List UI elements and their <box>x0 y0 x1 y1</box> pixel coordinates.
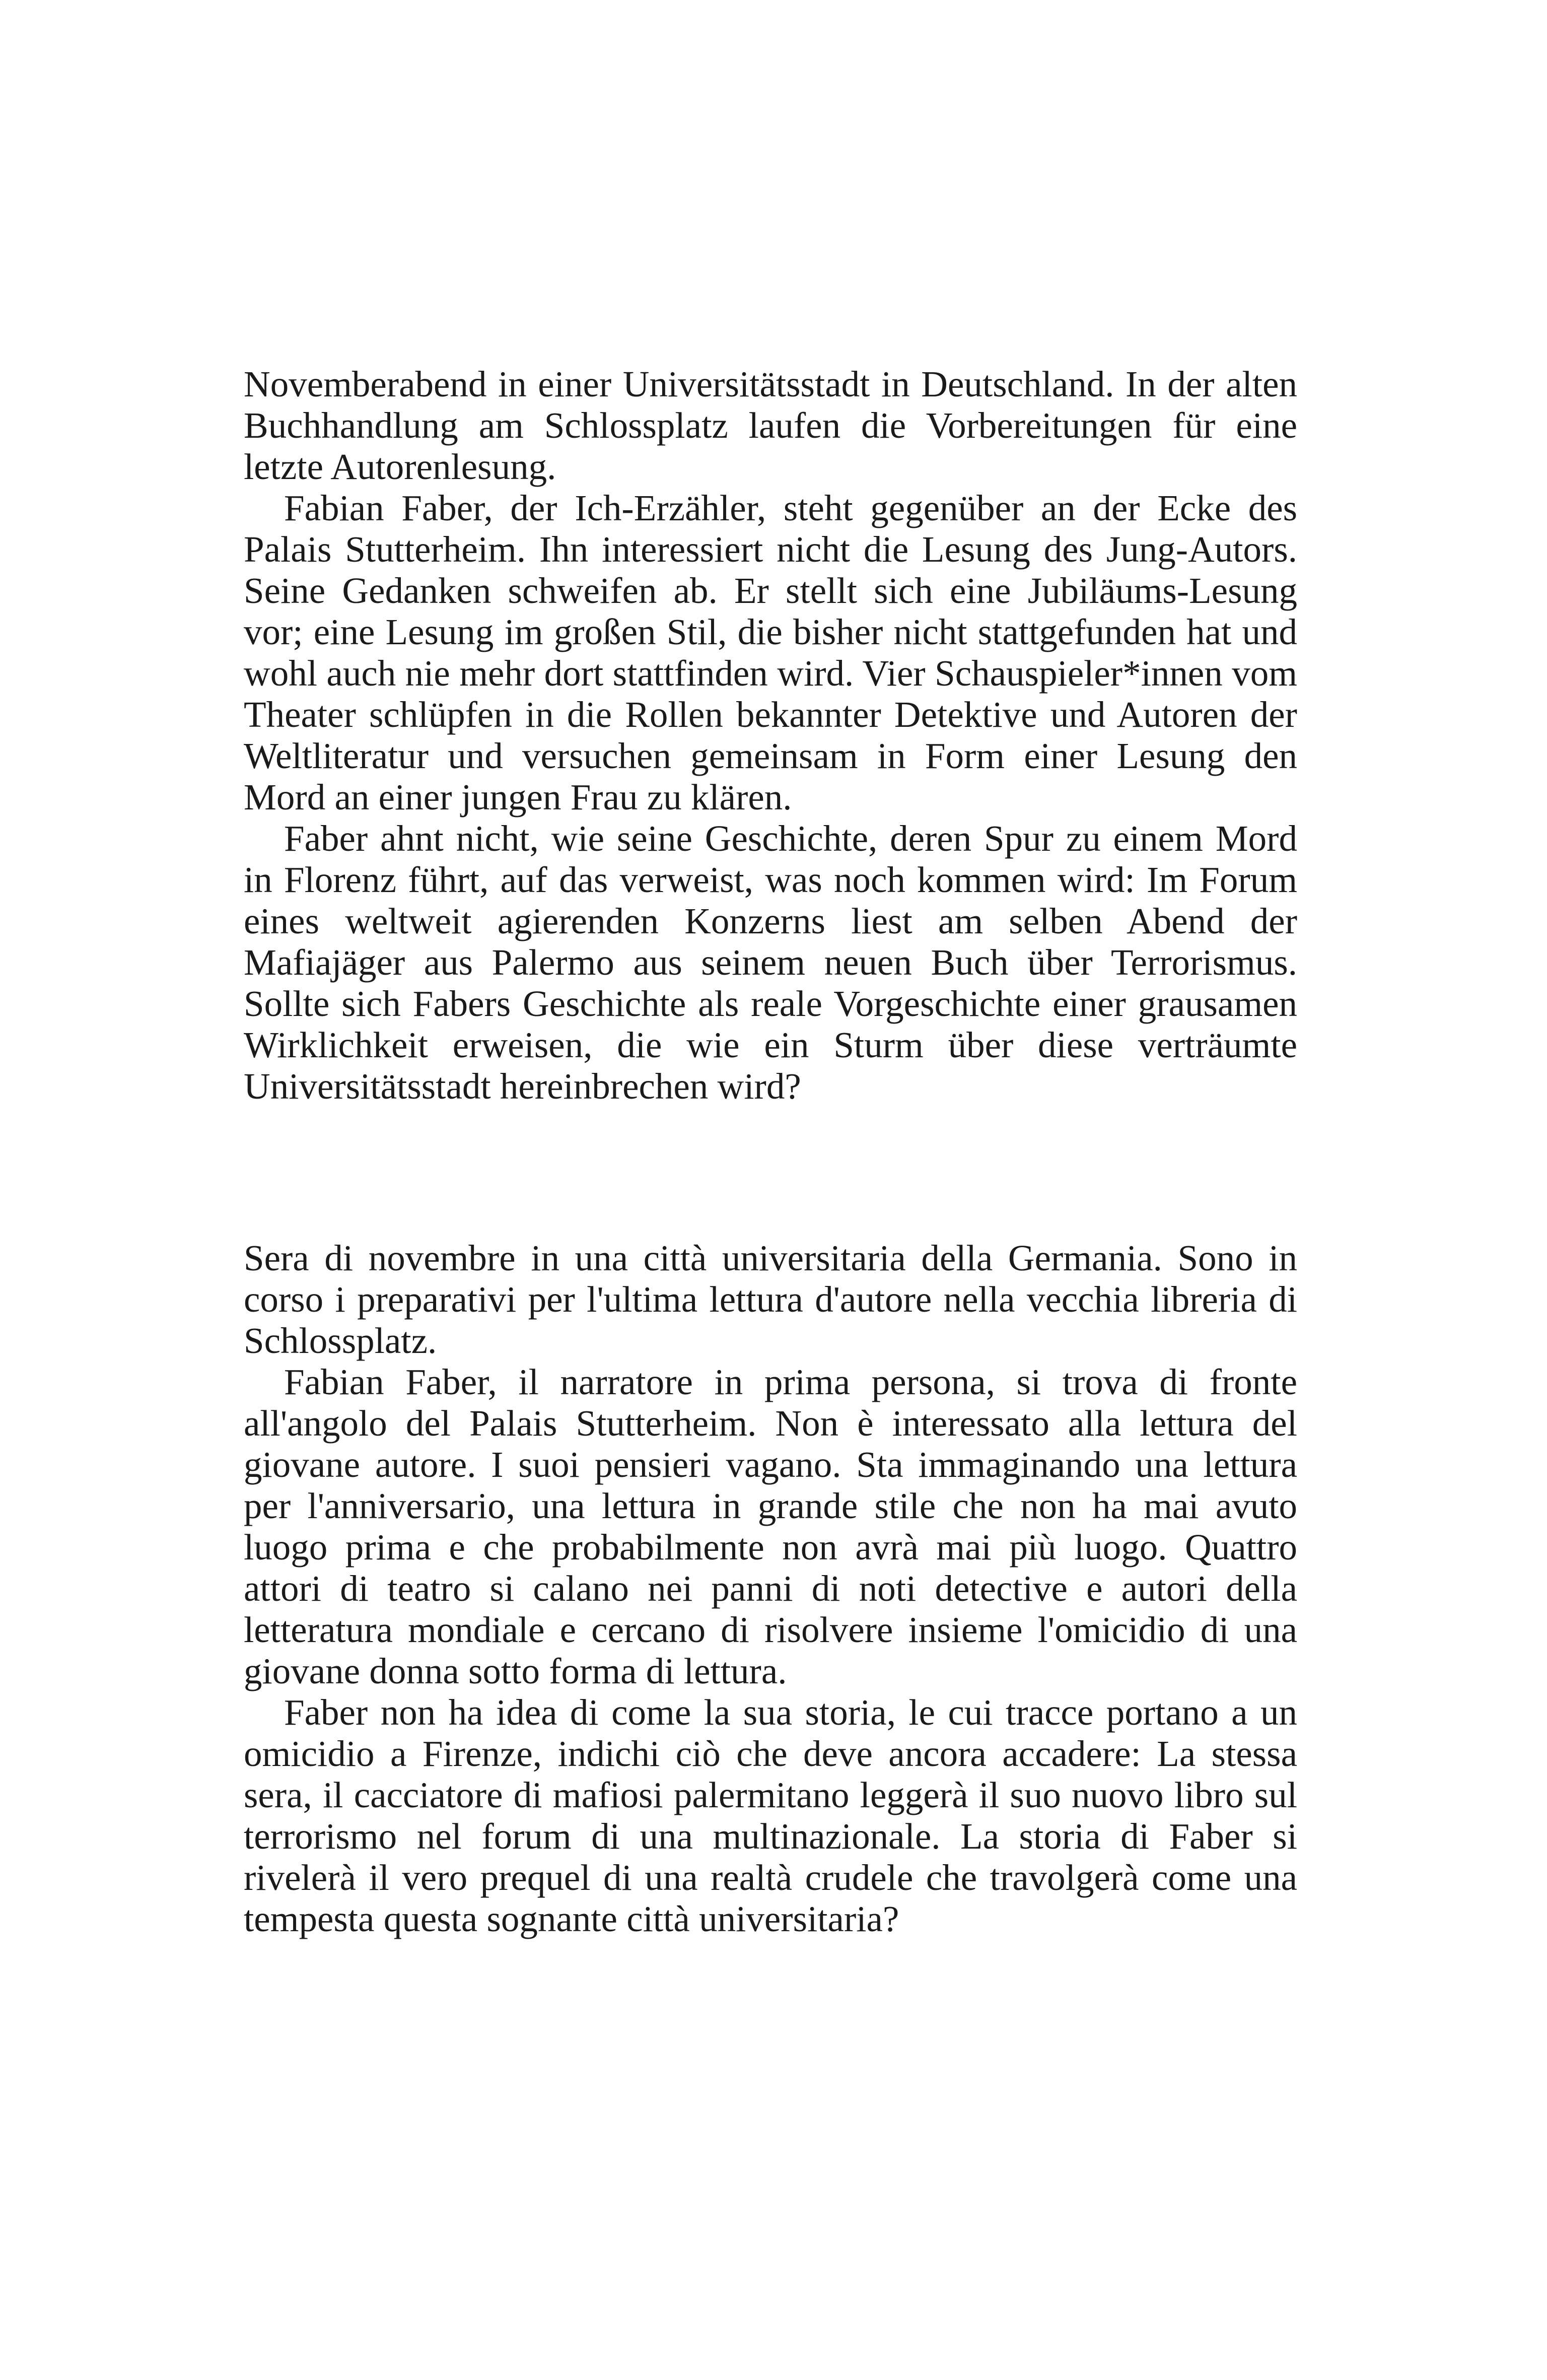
italian-paragraph-1: Sera di novembre in una città universitaria della Germania. Sono in corso i preparativi per l'ultima lettura d'autore nella vecchia libreria di Schlossplatz. <box>244 1238 1297 1361</box>
german-paragraph-2: Fabian Faber, der Ich-Erzähler, steht gegenüber an der Ecke des Palais Stutterheim. Ihn interessiert nicht die Lesung des Jung-Autors. Seine Gedanken schweifen ab. Er stellt sich eine Jubiläums-Lesung vor; eine Lesung im großen Stil, die bisher nicht stattgefunden hat und wohl auch nie mehr dort stattfinden wird. Vier Schauspieler*innen vom Theater schlüpfen in die Rollen bekannter Detektive und Autoren der Weltliteratur und versuchen gemeinsam in Form einer Lesung den Mord an einer jungen Frau zu klären. <box>244 488 1297 818</box>
german-blurb <box>244 364 1297 1107</box>
german-paragraph-1: Novemberabend in einer Universitätsstadt in Deutschland. In der alten Buchhandlung am Schlossplatz laufen die Vorbereitungen für eine letzte Autorenlesung. <box>244 364 1297 487</box>
italian-paragraph-3: Faber non ha idea di come la sua storia, le cui tracce portano a un omicidio a Firenze, indichi ciò che deve ancora accadere: La stessa sera, il cacciatore di mafiosi palermitano leggerà il suo nuovo libro sul terrorismo nel forum di una multinazionale. La storia di Faber si rivelerà il vero prequel di una realtà crudele che travolgerà come una tempesta questa sognante città universitaria? <box>244 1692 1297 1939</box>
italian-blurb <box>244 1238 1297 1940</box>
italian-paragraph-2: Fabian Faber, il narratore in prima persona, si trova di fronte all'angolo del Palais Stutterheim. Non è interessato alla lettura del giovane autore. I suoi pensieri vagano. Sta immaginando una lettura per l'anniversario, una lettura in grande stile che non ha mai avuto luogo prima e che probabilmente non avrà mai più luogo. Quattro attori di teatro si calano nei panni di noti detective e autori della letteratura mondiale e cercano di risolvere insieme l'omicidio di una giovane donna sotto forma di lettura. <box>244 1362 1297 1691</box>
german-paragraph-3: Faber ahnt nicht, wie seine Geschichte, deren Spur zu einem Mord in Florenz führt, auf das verweist, was noch kommen wird: Im Forum eines weltweit agierenden Konzerns liest am selben Abend der Mafiajäger aus Palermo aus seinem neuen Buch über Terrorismus. Sollte sich Fabers Geschichte als reale Vorgeschichte einer grausamen Wirklichkeit erweisen, die wie ein Sturm über diese verträumte Universitätsstadt hereinbrechen wird? <box>244 818 1297 1107</box>
